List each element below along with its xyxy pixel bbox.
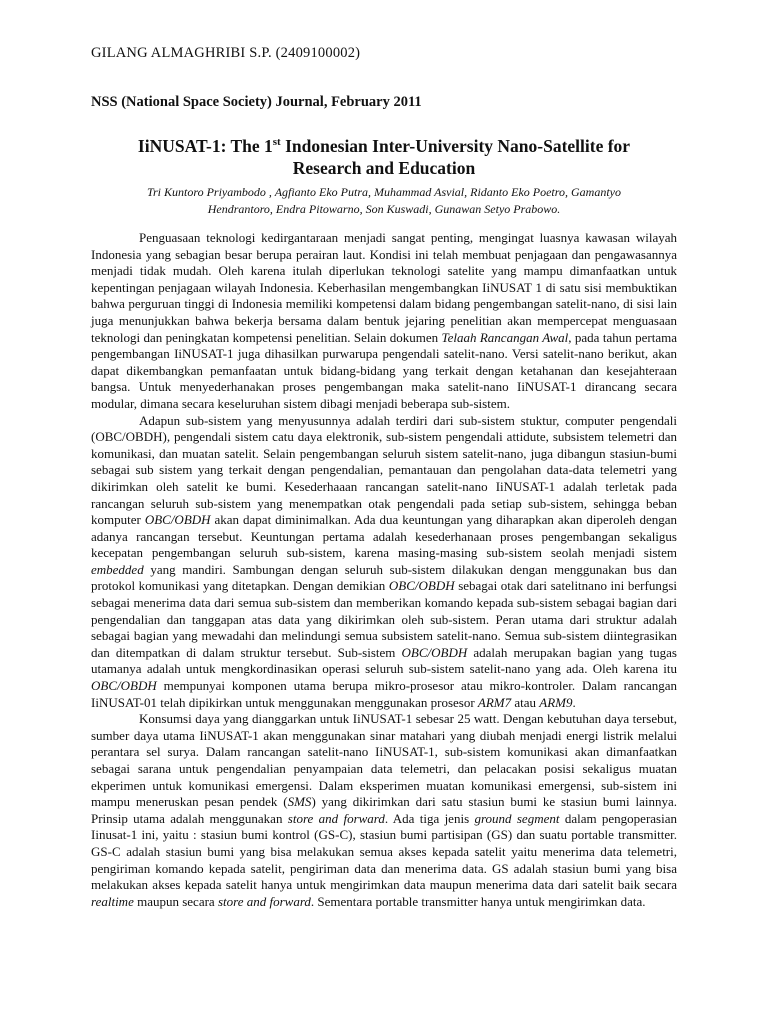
italic-term: embedded: [91, 561, 144, 577]
italic-term: store and forward: [287, 810, 385, 826]
text-run: akan dapat diminimalkan. Ada dua keuntungan yang diharapkan akan diperoleh dengan adanya rancangan tersebut. Keuntungan pertama adalah kesederhanaan proses pengembangan sekaligus kecepatan pengembangan seluruh sub-sistem, karena masing-masing sub-sistem seolah menjadi sistem: [91, 512, 677, 561]
italic-term: SMS: [287, 794, 312, 810]
author-list: [91, 184, 677, 218]
text-run: yang mandiri. Sambungan dengan seluruh sub-sistem dilakukan dengan menggunakan bus dan protokol komunikasi yang ditetapkan. Dengan demikian: [91, 561, 677, 594]
italic-term: Telaah Rancangan Awal: [441, 329, 569, 345]
paragraph-2: [91, 413, 677, 712]
text-run: mempunyai komponen utama berupa mikro-prosesor atau mikro-kontroler. Dalam rancangan IiNUSAT-01 telah dipikirkan untuk menggunakan menggunakan prosesor: [91, 678, 677, 710]
italic-term: ARM7: [477, 694, 512, 710]
article-title: [91, 131, 677, 179]
title-part2: Indonesian Inter-University Nano-Satellite for: [280, 135, 631, 156]
italic-term: OBC/OBDH: [144, 512, 211, 528]
text-run: adalah merupakan bagian yang tugas utamanya adalah untuk mengkordinasikan operasi seluruh sub-sistem satelit-nano yang ada. Oleh karena itu: [91, 644, 677, 677]
title-part1: IiNUSAT-1: The 1: [137, 135, 273, 156]
text-run: Penguasaan teknologi kedirgantaraan menjadi sangat penting, mengingat luasnya kawasan wilayah Indonesia yang sebagian besar berupa perairan laut. Kondisi ini telah membuat penjagaan dan pengawasannya menjadi tidak mudah. Oleh karena itulah diperlukan teknologi satelite yang mampu dimanfaatkan untuk kepentingan penjagaan wilayah Indonesia. Keberhasilan mengembangkan IiNUSAT 1 di satu sisi membuktikan bahwa perguruan tinggi di Indonesia memiliki kompetensi dalam bidang pengembangan satelit-nano, di sisi lain juga menunjukkan bahwa bekerja bersama dalam bentuk jejaring penelitian akan mempercepat menguasaan teknologi dan peningkatan kompetensi penelitian. Selain dokumen: [91, 230, 677, 345]
italic-term: store and forward: [217, 893, 311, 909]
text-run: . Ada tiga jenis: [384, 810, 475, 826]
italic-term: ground segment: [474, 810, 560, 826]
text-run: maupun secara: [133, 893, 218, 909]
authors-line2: Hendrantoro, Endra Pitowarno, Son Kuswadi, Gunawan Setyo Prabowo.: [207, 202, 561, 216]
title-line2: Research and Education: [292, 157, 476, 178]
article-body: [91, 230, 677, 910]
paragraph-3: [91, 711, 677, 910]
text-run: .: [572, 694, 576, 710]
journal-line: NSS (National Space Society) Journal, February 2011: [91, 94, 422, 110]
text-run: dalam pengoperasian Iinusat-1 ini, yaitu : stasiun bumi kontrol (GS-C), stasiun bumi partisipan (GS) dan suatu portable transmitter. GS-C adalah stasiun bumi yang bisa melakukan semua akses kepada satelit yaitu menerima data telemetri, pengiriman komando kepada satelit, pengiriman data dan menerima data. GS adalah stasiun bumi yang bisa melakukan akses kepada satelit hanya untuk mengirimkan data maupun menerima data dari satelit baik secara: [91, 810, 677, 893]
italic-term: OBC/OBDH: [388, 578, 455, 594]
italic-term: OBC/OBDH: [401, 644, 468, 660]
italic-term: ARM9: [539, 694, 573, 710]
text-run: ) yang dikirimkan dari satu stasiun bumi ke stasiun bumi lainnya. Prinsip utama adalah menggunakan: [91, 794, 677, 826]
text-run: atau: [511, 694, 540, 710]
authors-line1: Tri Kuntoro Priyambodo , Agfianto Eko Putra, Muhammad Asvial, Ridanto Eko Poetro, Gamantyo: [147, 185, 621, 199]
text-run: sebagai otak dari satelitnano ini berfungsi sebagai menerima data dari semua sub-sistem dan memberikan komando kepada sub-sistem sebagai bagian dari pengendalian dan tanggapan atas data yang dikirimkan oleh sub-sistem. Peran utama dari struktur adalah sebagai bagian yang mewadahi dan melindungi semua subsistem satelit-nano. Semua sub-sistem diintegrasikan dan ditempatkan di dalam struktur tersebut. Sub-sistem: [91, 578, 677, 660]
text-run: Konsumsi daya yang dianggarkan untuk IiNUSAT-1 sebesar 25 watt. Dengan kebutuhan daya tersebut, sumber daya utama IiNUSAT-1 akan menggunakan sinar matahari yang diubah menjadi energi listrik melalui perantara sel surya. Dalam rancangan satelit-nano IiNUSAT-1, sub-sistem komunikasi akan dimanfaatkan sebagai sarana untuk pengendalian penyampaian data telemetri, dan pelacakan posisi sekaligus muatan ekperimen untuk komunikasi emergensi. Dalam eksperimen muatan komunikasi emergensi, sub-sistem ini mampu meneruskan pesan pendek (: [91, 711, 677, 810]
italic-term: realtime: [91, 893, 134, 909]
italic-term: OBC/OBDH: [91, 678, 157, 694]
paragraph-1: [91, 230, 677, 413]
text-run: . Sementara portable transmitter hanya untuk mengirimkan data.: [310, 893, 646, 909]
text-run: , pada tahun pertama pengembangan IiNUSAT-1 juga dihasilkan purwarupa pengendali satelit-nano. Versi satelit-nano berikut, akan dapat dikembangkan pemanfaatan untuk bidang-bidang yang terkait dengan ketahanan dan kesejahteraan bangsa. Untuk menyederhanakan proses pengembangan maka satelit-nano IiNUSAT-1 dirancang secara modular, dimana secara keseluruhan sistem dibagi menjadi beberapa sub-sistem.: [91, 329, 677, 411]
title-superscript: st: [272, 136, 281, 148]
text-run: Adapun sub-sistem yang menyusunnya adalah terdiri dari sub-sistem stuktur, computer pengendali (OBC/OBDH), pengendali sistem catu daya elektronik, sub-sistem pengendali attidute, subsistem telemetri dan komunikasi, dan muatan satelit. Selain pengembangan seluruh sistem satelit-nano, juga dibangun stasiun-bumi sebagai sub sistem yang terkait dengan pengendalian, pemantauan dan pengolahan data-data telemetri yang dikirimkan oleh satelit ke bumi. Kesederhaaan rancangan satelit-nano IiNUSAT-1 adalah terletak pada rancangan seluruh sub-sistem yang menempatkan otak pengendali pada setiap sub-sistem, sehingga beban komputer: [91, 412, 677, 528]
author-line: GILANG ALMAGHRIBI S.P. (2409100002): [91, 45, 361, 61]
